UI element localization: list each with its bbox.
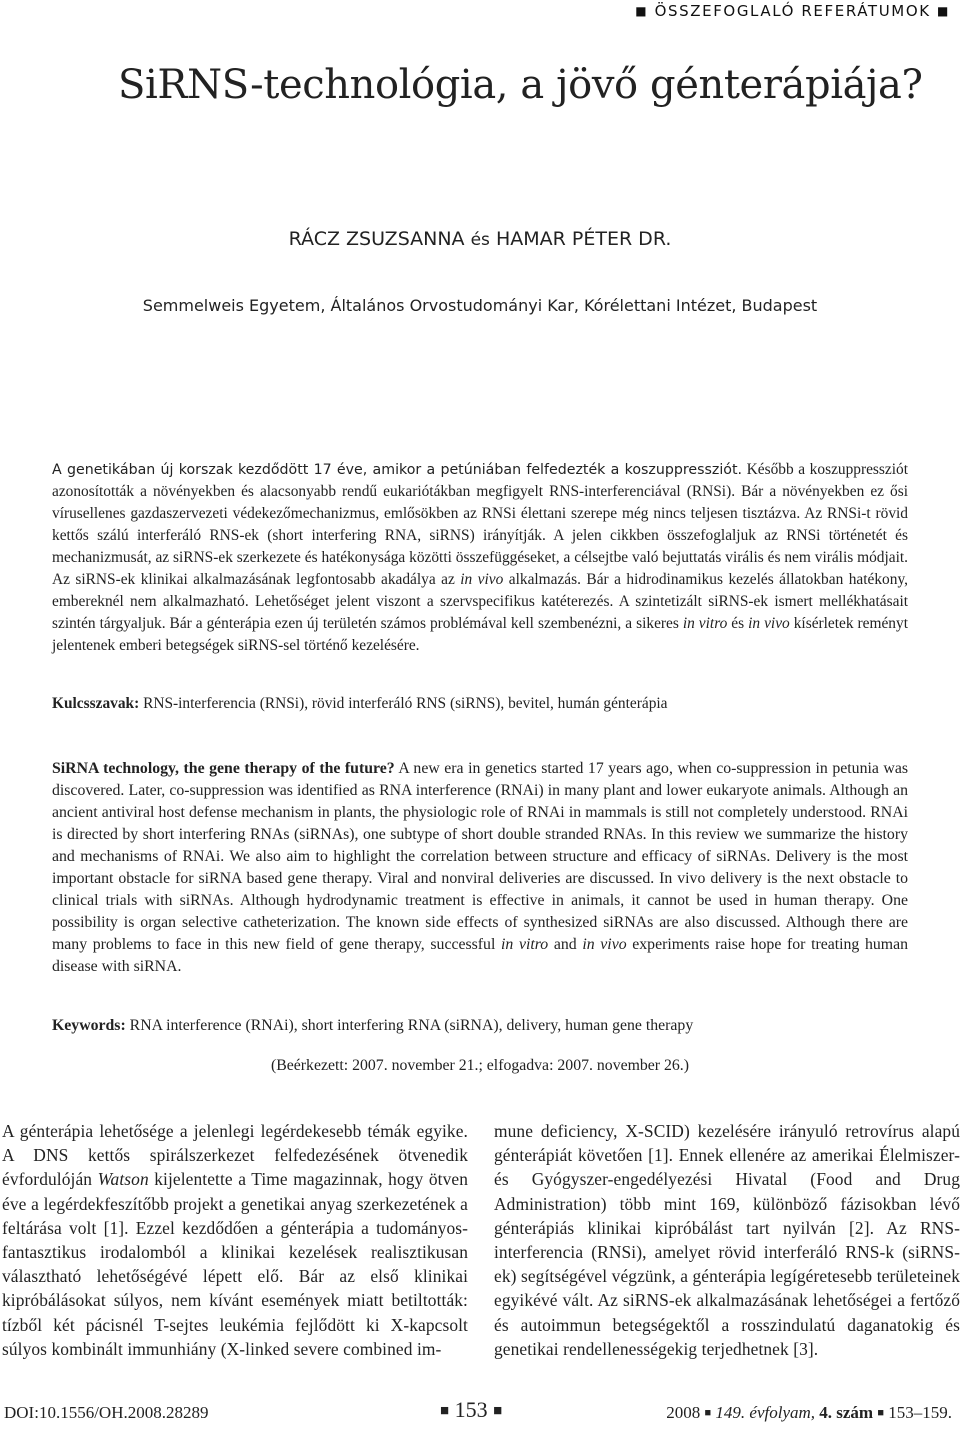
abstract-hu-text: alkalmazás. Bár a hidrodinamikus kezelés állatokban hatékony, embereknél nem alkalmazható. Lehetőséget jelent viszont a szervspecifikus katéterezés. A szintetizált siRNS-ek ismert mellékhatásait szintén tárgyaljuk. Bár a génterápia ezen új területén számos problémával kell szembenézni, a sikeres: [52, 571, 908, 632]
square-bullet-icon: ■: [937, 4, 950, 18]
square-bullet-icon: ■: [877, 1407, 884, 1419]
square-bullet-icon: ■: [440, 1403, 450, 1419]
authors: [0, 228, 960, 250]
keywords-en-text: RNA interference (RNAi), short interfering RNA (siRNA), delivery, human gene therapy: [125, 1017, 694, 1034]
abstract-hu-italic: in vitro: [682, 615, 728, 632]
abstract-hu-italic: in vivo: [460, 571, 504, 588]
square-bullet-icon: ■: [704, 1407, 712, 1419]
citation-issue: 4. szám: [819, 1403, 874, 1422]
author-2: HAMAR PÉTER DR.: [495, 228, 672, 250]
body-text: A génterápia lehetősége a jelenlegi legérdekesebb témák egyike. A DNS kettős spirálszerkezet felfedezésének ötvenedik évfordulóján: [2, 1121, 468, 1190]
keywords-hu-text: RNS-interferencia (RNSi), rövid interferáló RNS (siRNS), bevitel, humán génterápia: [139, 695, 668, 712]
keywords-english: [52, 1015, 908, 1037]
citation-info: [666, 1403, 952, 1423]
keywords-en-label: Keywords:: [52, 1017, 126, 1034]
body-italic: Watson: [97, 1169, 149, 1190]
body-text: kijelentette a Time magazinnak, hogy ötven éve a legérdekfeszítőbb projekt a genetikai anyag szerkezetének a feltárása volt [1]. Ezzel kezdődően a génterápia a tudományos-fantasztikus irodalomból a klinikai kezelések realisztikusan választható lehetőségévé lépett elő. Bár az első klinikai kipróbálásokat súlyos, nem kívánt események miatt betiltották: tízből két pácisnél T-sejtes leukémia fejlődött ki X-kapcsolt súlyos kombinált immunhiány (X-linked severe combined im-: [2, 1169, 468, 1359]
authors-conjunction: és: [470, 230, 490, 250]
keywords-hu-label: Kulcsszavak:: [52, 695, 140, 712]
abstract-hungarian: [52, 459, 908, 657]
abstract-en-text: A new era in genetics started 17 years ago, when co-suppression in petunia was discovered. Later, co-suppression was identified as RNA interference (RNAi) in many plant and lower eukaryote animals. Although an ancient antiviral host defense mechanism in plants, the physiologic role of RNAi in mammals is still not completely understood. RNAi is directed by short interfering RNAs (siRNAs), one subtype of short double stranded RNAs. In this review we summarize the history and mechanisms of RNAi. We also aim to highlight the correlation between structure and efficacy of siRNAs. Delivery is the most important obstacle for siRNA based gene therapy. Viral and nonviral deliveries are discussed. In vivo delivery is the next obstacle to clinical trials with siRNAs. Although hydrodynamic treatment is effective in animals, it cannot be used in human therapy. One possibility is organ selective catheterization. The known side effects of synthesized siRNAs are also discussed. Although there are many problems to face in this new field of gene therapy, successful: [52, 760, 908, 953]
abstract-hu-lead: A genetikában új korszak kezdődött 17 éve, amikor a petúniában felfedezték a koszuppressziót.: [52, 462, 743, 478]
abstract-hu-text: és: [727, 615, 749, 632]
abstract-en-italic: in vivo: [582, 936, 627, 953]
citation-year: 2008: [666, 1403, 701, 1422]
section-label-text: ÖSSZEFOGLALÓ REFERÁTUMOK: [654, 2, 931, 20]
abstract-hu-text: Később a koszuppressziót azonosították a növényekben és alacsonyabb rendű eukariótákban megfigyelt RNS-interferenciával (RNSi). Bár a növényekben ez ősi vírusellenes gazdaszervezeti védekezőmechanizmus, emlősökben az RNSi élettani szerepe még nincs teljesen tisztázva. Az RNSi-t rövid kettős szálú interferáló RNS-ek (short interfering RNA, siRNS) irányítják. A jelen cikkben összefoglaljuk az RNSi történetét és mechanizmusát, az siRNS-ek szerkezete és hatékonysága közötti összefüggéseket, a célsejtbe való bejuttatás virális és nem virális módjait. Az siRNS-ek klinikai alkalmazásának legfontosabb akadálya az: [52, 461, 908, 588]
author-1: RÁCZ ZSUZSANNA: [288, 228, 465, 250]
citation-volume: 149. évfolyam,: [715, 1403, 816, 1422]
square-bullet-icon: ■: [493, 1403, 503, 1419]
abstract-hu-italic: in vivo: [748, 615, 790, 632]
keywords-hungarian: [52, 693, 908, 715]
body-column-right: [494, 1119, 960, 1361]
page-number-text: 153: [454, 1397, 488, 1422]
abstract-en-text: experiments raise hope for treating human disease with siRNA.: [52, 936, 908, 975]
abstract-en-text: and: [548, 936, 583, 953]
section-label: [635, 2, 950, 20]
article-title: SiRNS-technológia, a jövő génterápiája?: [118, 62, 923, 108]
abstract-en-italic: in vitro: [501, 936, 549, 953]
body-text: mune deficiency, X-SCID) kezelésére irányuló retrovírus alapú génterápiát követően [1]. Ennek ellenére az amerikai Élelmiszer- és Gyógyszer-engedélyezési Hivatal (Food and Drug Administration) több mint 169, különböző fázisokban lévő génterápiás klinikai kipróbálást tart nyilván [2]. Az RNS-interferencia (RNSi), amelyet rövid interferáló RNS-k (siRNS-ek) segítségével végzünk, a génterápia legígéretesebb területeinek egyikévé vált. Az siRNS-ek alkalmazásának lehetőségei a fertőző és autoimmun betegségektől a rosszindulatú daganatokig és genetikai rendellenességekig terjedhetnek [3].: [494, 1121, 960, 1359]
page-number: [440, 1397, 502, 1423]
received-dates: (Beérkezett: 2007. november 21.; elfogadva: 2007. november 26.): [270, 1057, 690, 1074]
abstract-hu-text: kísérletek reményt jelentenek emberi betegségek siRNS-sel történő kezelésére.: [52, 615, 908, 654]
citation-pages: 153–159.: [888, 1403, 952, 1422]
abstract-english: [52, 758, 908, 978]
affiliation: Semmelweis Egyetem, Általános Orvostudományi Kar, Kórélettani Intézet, Budapest: [142, 296, 818, 315]
abstract-en-title: SiRNA technology, the gene therapy of the future?: [52, 760, 395, 777]
square-bullet-icon: ■: [635, 4, 649, 18]
body-column-left: [2, 1119, 468, 1361]
doi: DOI:10.1556/OH.2008.28289: [4, 1403, 209, 1422]
